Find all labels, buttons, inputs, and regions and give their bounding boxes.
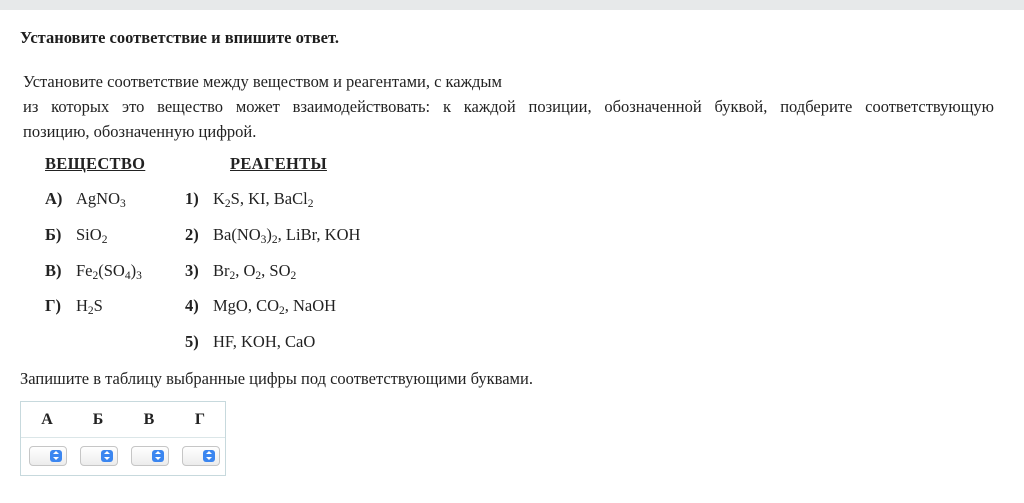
task-heading: Установите соответствие и впишите ответ.	[20, 28, 339, 47]
description-line-2: из которых это вещество может взаимодействовать: к каждой позиции, обозначенной буквой, подберите соответствующую	[23, 97, 994, 116]
reagent-label: 4)	[185, 296, 199, 315]
answer-select-a[interactable]	[29, 446, 67, 466]
answer-table	[20, 401, 226, 476]
substance-row	[45, 296, 103, 316]
substance-row	[45, 189, 126, 209]
description-line-1: Установите соответствие между веществом и реагентами, с каждым	[23, 72, 502, 91]
substance-label: А)	[45, 189, 63, 208]
reagent-formulas: $K_2S$, KI, BaCl$_2$	[213, 189, 314, 210]
reagent-row	[185, 225, 360, 245]
substance-label: В)	[45, 261, 62, 280]
task-description	[23, 69, 994, 144]
reagent-formulas: $Ba(NO_3)_2$, LiBr, KOH	[213, 225, 361, 246]
answer-select-b[interactable]	[80, 446, 118, 466]
answer-table-divider	[21, 437, 225, 438]
answer-select-g[interactable]	[182, 446, 220, 466]
substance-label: Г)	[45, 296, 61, 315]
substance-row	[45, 225, 107, 245]
substance-formula: $Fe_2(SO_4)_3$	[76, 261, 142, 282]
answer-header-a: А	[41, 411, 53, 428]
reagent-formulas: $Br_2$, $O_2$, $SO_2$	[213, 261, 297, 282]
reagent-row	[185, 261, 296, 281]
reagent-label: 2)	[185, 225, 199, 244]
reagent-label: 3)	[185, 261, 199, 280]
select-arrows-icon	[203, 450, 215, 462]
top-bar	[0, 0, 1024, 10]
answer-header-v: В	[143, 411, 155, 428]
reagent-formulas: HF, KOH, CaO	[213, 332, 316, 351]
substance-formula: AgNO$_3$	[76, 189, 126, 210]
substance-formula: SiO$_2$	[76, 225, 108, 246]
reagent-row	[185, 332, 315, 352]
column-header-substance: ВЕЩЕСТВО	[45, 154, 146, 173]
reagent-label: 5)	[185, 332, 199, 351]
answer-header-g: Г	[194, 411, 206, 428]
reagent-row	[185, 189, 313, 209]
select-arrows-icon	[50, 450, 62, 462]
description-line-3: позицию, обозначенную цифрой.	[23, 122, 257, 141]
substance-row	[45, 261, 142, 281]
answer-instruction: Запишите в таблицу выбранные цифры под соответствующими буквами.	[20, 369, 533, 388]
reagent-formulas: MgO, $CO_2$, NaOH	[213, 296, 337, 317]
select-arrows-icon	[152, 450, 164, 462]
substance-label: Б)	[45, 225, 62, 244]
substance-formula: $H_2S$	[76, 296, 103, 317]
reagent-row	[185, 296, 336, 316]
select-arrows-icon	[101, 450, 113, 462]
reagent-label: 1)	[185, 189, 199, 208]
answer-select-v[interactable]	[131, 446, 169, 466]
column-header-reagents: РЕАГЕНТЫ	[230, 154, 327, 173]
answer-header-b: Б	[92, 411, 104, 428]
